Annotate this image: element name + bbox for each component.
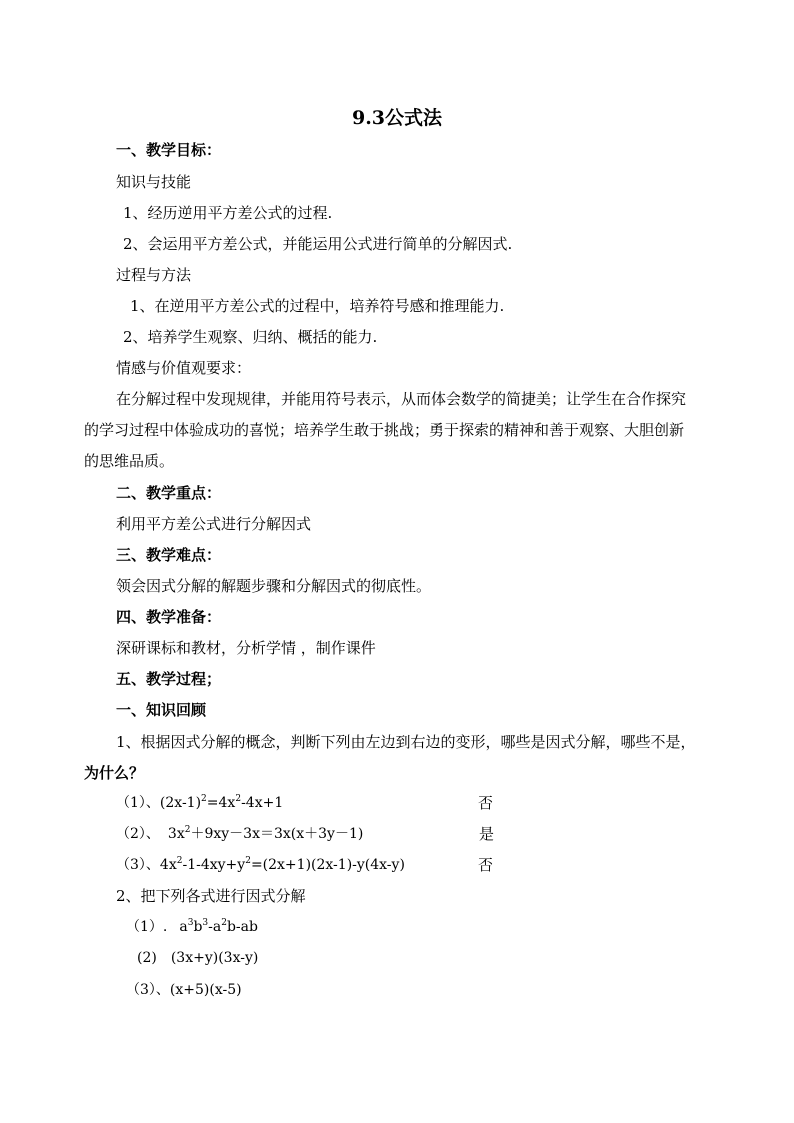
factor-item-3: （3）、(x+5)(x-5) [126,982,242,998]
process-item-1: 1、在逆用平方差公式的过程中，培养符号感和推理能力. [130,297,505,315]
process-item-2: 2、培养学生观察、归纳、概括的能力. [123,328,378,346]
emotion-text-line-1: 在分解过程中发现规律，并能用符号表示，从而体会数学的简捷美；让学生在合作探究 [116,390,687,408]
judge-item-number: （2）、 [116,826,160,842]
emotion-text-line-2: 的学习过程中体验成功的喜悦；培养学生敢于挑战；勇于探索的精神和善于观察、大胆创新 [84,421,685,439]
knowledge-item-2: 2、会运用平方差公式，并能运用公式进行简单的分解因式. [123,235,513,253]
section-keypoints-heading: 二、教学重点： [116,484,222,502]
question-1-line-1: 1、根据因式分解的概念，判断下列由左边到右边的变形，哪些是因式分解，哪些不是， [116,733,696,751]
judge-item-number: （3）、 [116,857,160,873]
judge-answer-2: 是 [479,825,495,843]
judge-item-number: （1）、 [116,795,160,811]
judge-item-1: （1）、$(2x-1)^2=4x^2-4x+1$ [116,794,284,811]
question-2: 2、把下列各式进行因式分解 [116,887,306,905]
section-objectives-heading: 一、教学目标： [116,141,222,159]
section-preparation-heading: 四、教学准备： [116,608,222,626]
page-title: 9.3公式法 [351,107,443,129]
emotion-values-heading: 情感与价值观要求： [116,359,252,377]
factor-item-1: （1）. $a^3b^3-a^2b-ab$ [126,918,258,935]
keypoints-text: 利用平方差公式进行分解因式 [116,515,312,533]
judge-answer-1: 否 [478,794,494,812]
judge-item-2: （2）、 $3x^2+9xy-3x=3x(x+3y-1)$ [116,825,364,842]
knowledge-review-heading: 一、知识回顾 [116,701,207,719]
knowledge-skills-heading: 知识与技能 [116,173,192,191]
preparation-text: 深研课标和教材，分析学情 ，制作课件 [116,639,376,657]
difficulties-text: 领会因式分解的解题步骤和分解因式的彻底性。 [116,577,432,595]
section-process-heading: 五、教学过程； [116,670,222,688]
section-difficulties-heading: 三、教学难点： [116,546,222,564]
judge-item-3: （3）、$4x^2-1-4xy+y^2=(2x+1)(2x-1)-y(4x-y)$ [116,856,405,873]
process-method-heading: 过程与方法 [116,266,192,284]
question-1-line-2: 为什么？ [84,764,145,782]
knowledge-item-1: 1、经历逆用平方差公式的过程. [123,204,333,222]
factor-item-2: (2) (3x+y)(3x-y) [137,950,259,966]
emotion-text-line-3: 的思维品质。 [84,452,175,470]
judge-answer-3: 否 [478,856,494,874]
